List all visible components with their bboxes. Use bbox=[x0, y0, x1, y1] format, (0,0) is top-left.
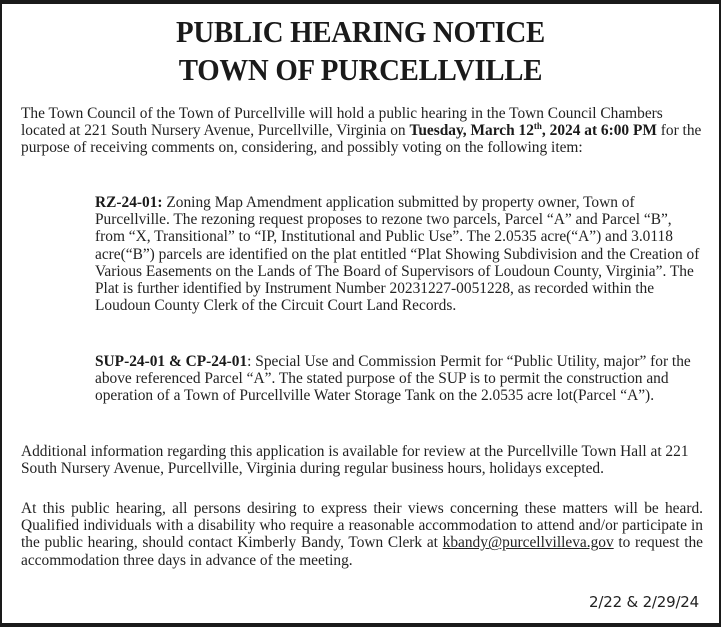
item-text: : Special Use and Commission Permit for “Public Utility, major” for the above referenced Parcel “A”. The stated purpose of the SUP is to permit the construction and operation of a Town of Purcellville Water Storage Tank on the 2.0535 acre lot(Parcel “A”). bbox=[95, 353, 691, 405]
notice-title bbox=[27, 4, 694, 89]
publication-dates: 2/22 & 2/29/24 bbox=[589, 593, 699, 611]
additional-info-paragraph: Additional information regarding this application is available for review at the Purcellville Town Hall at 221 South Nursery Avenue, Purcellville, Virginia during regular business hours, holidays excepted. bbox=[21, 443, 689, 478]
title-line-2: TOWN OF PURCELLVILLE bbox=[178, 52, 543, 87]
hearing-date: Tuesday, March 12th, 2024 at 6:00 PM bbox=[409, 121, 657, 140]
intro-paragraph bbox=[21, 105, 711, 157]
intro-text-before: The Town Council of the Town of Purcellville will hold a public hearing in the Town Council Chambers located at 221 South Nursery Avenue, Purcellville, Virginia on bbox=[21, 105, 663, 140]
intro-text-after: for the purpose of receiving comments on, considering, and possibly voting on the following item: bbox=[21, 122, 702, 157]
item-code: SUP-24-01 & CP-24-01 bbox=[95, 353, 248, 370]
item-text: Zoning Map Amendment application submitted by property owner, Town of Purcellville. The rezoning request proposes to rezone two parcels, Parcel “A” and Parcel “B”, from “X, Transitional” to “IP, Institutional and Public Use”. The 2.0535 acre(“A”) and 3.0118 acre(“B”) parcels are identified on the plat entitled “Plat Showing Subdivision and the Creation of Various Easements on the Lands of The Board of Supervisors of Loudoun County, Virginia”. The Plat is further identified by Instrument Number 20231227-0051228, as recorded within the Loudoun County Clerk of the Circuit Court Land Records. bbox=[95, 194, 700, 315]
clerk-email-link[interactable]: kbandy@purcellvilleva.gov bbox=[442, 534, 614, 552]
item-sup-24-01 bbox=[95, 353, 705, 405]
accessibility-paragraph: At this public hearing, all persons desiring to express their views concerning these matters will be heard. Qualified individuals with a disability who require a reasonable accommodation to attend and/or participate in the public hearing, should contact Kimberly Bandy, Town Clerk at kbandy@purcellvilleva.gov to request the accommodation three days in advance of the meeting. bbox=[21, 500, 703, 569]
item-rz-24-01 bbox=[95, 194, 705, 314]
item-code: RZ-24-01: bbox=[95, 194, 163, 211]
title-line-1: PUBLIC HEARING NOTICE bbox=[175, 14, 545, 49]
